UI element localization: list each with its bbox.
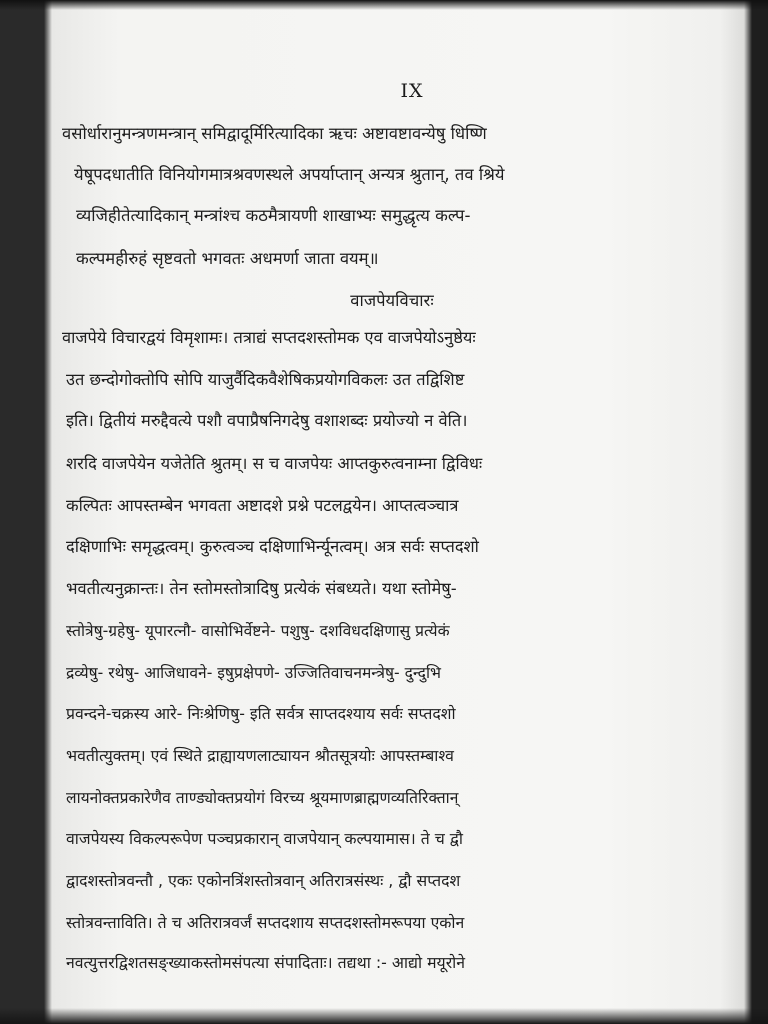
text-line-3: व्यजिहीतेत्यादिकान् मन्त्रांश्च कठमैत्रायणी शाखाभ्यः समुद्धृत्य कल्प-	[76, 206, 471, 225]
text-line-11: दक्षिणाभिः समृद्धत्वम्। कुरुत्वञ्च दक्षिणाभिर्न्यूनत्वम्। अत्र सर्वः सप्तदशो	[66, 537, 479, 556]
text-line-17: लायनोक्तप्रकारेणैव ताण्ड्योक्तप्रयोगं विरच्य श्रूयमाणब्राह्मणव्यतिरिक्तान्	[66, 789, 459, 807]
section-heading: वाजपेयविचारः	[350, 291, 434, 310]
text-line-6: वाजपेये विचारद्वयं विमृशामः। तत्राद्यं सप्तदशस्तोमक एव वाजपेयोऽनुष्ठेयः	[62, 328, 476, 347]
text-line-16: भवतीत्युक्तम्। एवं स्थिते द्राह्यायणलाट्यायन श्रौतसूत्रयोः आपस्तम्बाश्व	[66, 746, 454, 765]
text-line-7: उत छन्दोगोक्तोपि सोपि याजुर्वैदिकवैशेषिकप्रयोगविकलः उत तद्विशिष्ट	[66, 370, 465, 389]
text-line-13: स्तोत्रेषु-ग्रहेषु- यूपारत्नौ- वासोभिर्वेष्टने- पशुषु- दशविधदक्षिणासु प्रत्येकं	[66, 622, 450, 640]
bottom-edge-shadow	[0, 1008, 768, 1024]
text-line-20: स्तोत्रवन्ताविति। ते च अतिरात्रवर्जं सप्तदशाय सप्तदशस्तोमरूपया एकोन	[66, 913, 465, 932]
text-line-18: वाजपेयस्य विकल्परूपेण पञ्चप्रकारान् वाजपेयान् कल्पयामास। ते च द्वौ	[66, 829, 463, 848]
book-page	[52, 6, 744, 1010]
text-line-8: इति। द्वितीयं मरुद्दैवत्ये पशौ वपाप्रैषनिगदेषु वशाशब्दः प्रयोज्यो न वेति।	[66, 411, 468, 430]
text-line-9: शरदि वाजपेयेन यजेतेति श्रुतम्। स च वाजपेयः आप्तकुरुत्वनाम्ना द्विविधः	[66, 454, 483, 473]
text-line-12: भवतीत्यनुक्रान्तः। तेन स्तोमस्तोत्रादिषु प्रत्येकं संबध्यते। यथा स्तोमेषु-	[66, 579, 457, 598]
page-number: IX	[400, 80, 424, 102]
text-line-1: वसोर्धारानुमन्त्रणमन्त्रान् समिद्वादूर्मिरित्यादिका ऋचः अष्टावष्टावन्येषु धिष्णि	[62, 124, 487, 143]
text-line-10: कल्पितः आपस्तम्बेन भगवता अष्टादशे प्रश्ने पटलद्वयेन। आप्तत्वञ्चात्र	[66, 496, 459, 515]
text-line-14: द्रव्येषु- रथेषु- आजिधावने- इषुप्रक्षेपणे- उज्जितिवाचनमन्त्रेषु- दुन्दुभि	[66, 664, 441, 682]
text-line-4: कल्पमहीरुहं सृष्टवतो भगवतः अधमर्णा जाता वयम्॥	[76, 249, 379, 268]
text-line-15: प्रवन्दने-चक्रस्य आरे- निःश्रेणिषु- इति सर्वत्र साप्तदश्याय सर्वः सप्तदशो	[66, 704, 456, 723]
text-line-2: येषूपदधातीति विनियोगमात्रश्रवणस्थले अपर्याप्तान् अन्यत्र श्रुतान्, तव श्रिये	[74, 165, 505, 184]
text-line-21: नवत्युत्तरद्विशतसङ्ख्याकस्तोमसंपत्या संपादिताः। तद्यथा :- आद्यो मयूरोने	[66, 953, 466, 972]
text-line-19: द्वादशस्तोत्रवन्तौ , एकः एकोनत्रिंशस्तोत्रवान् अतिरात्रसंस्थः , द्वौ सप्तदश	[66, 871, 461, 890]
